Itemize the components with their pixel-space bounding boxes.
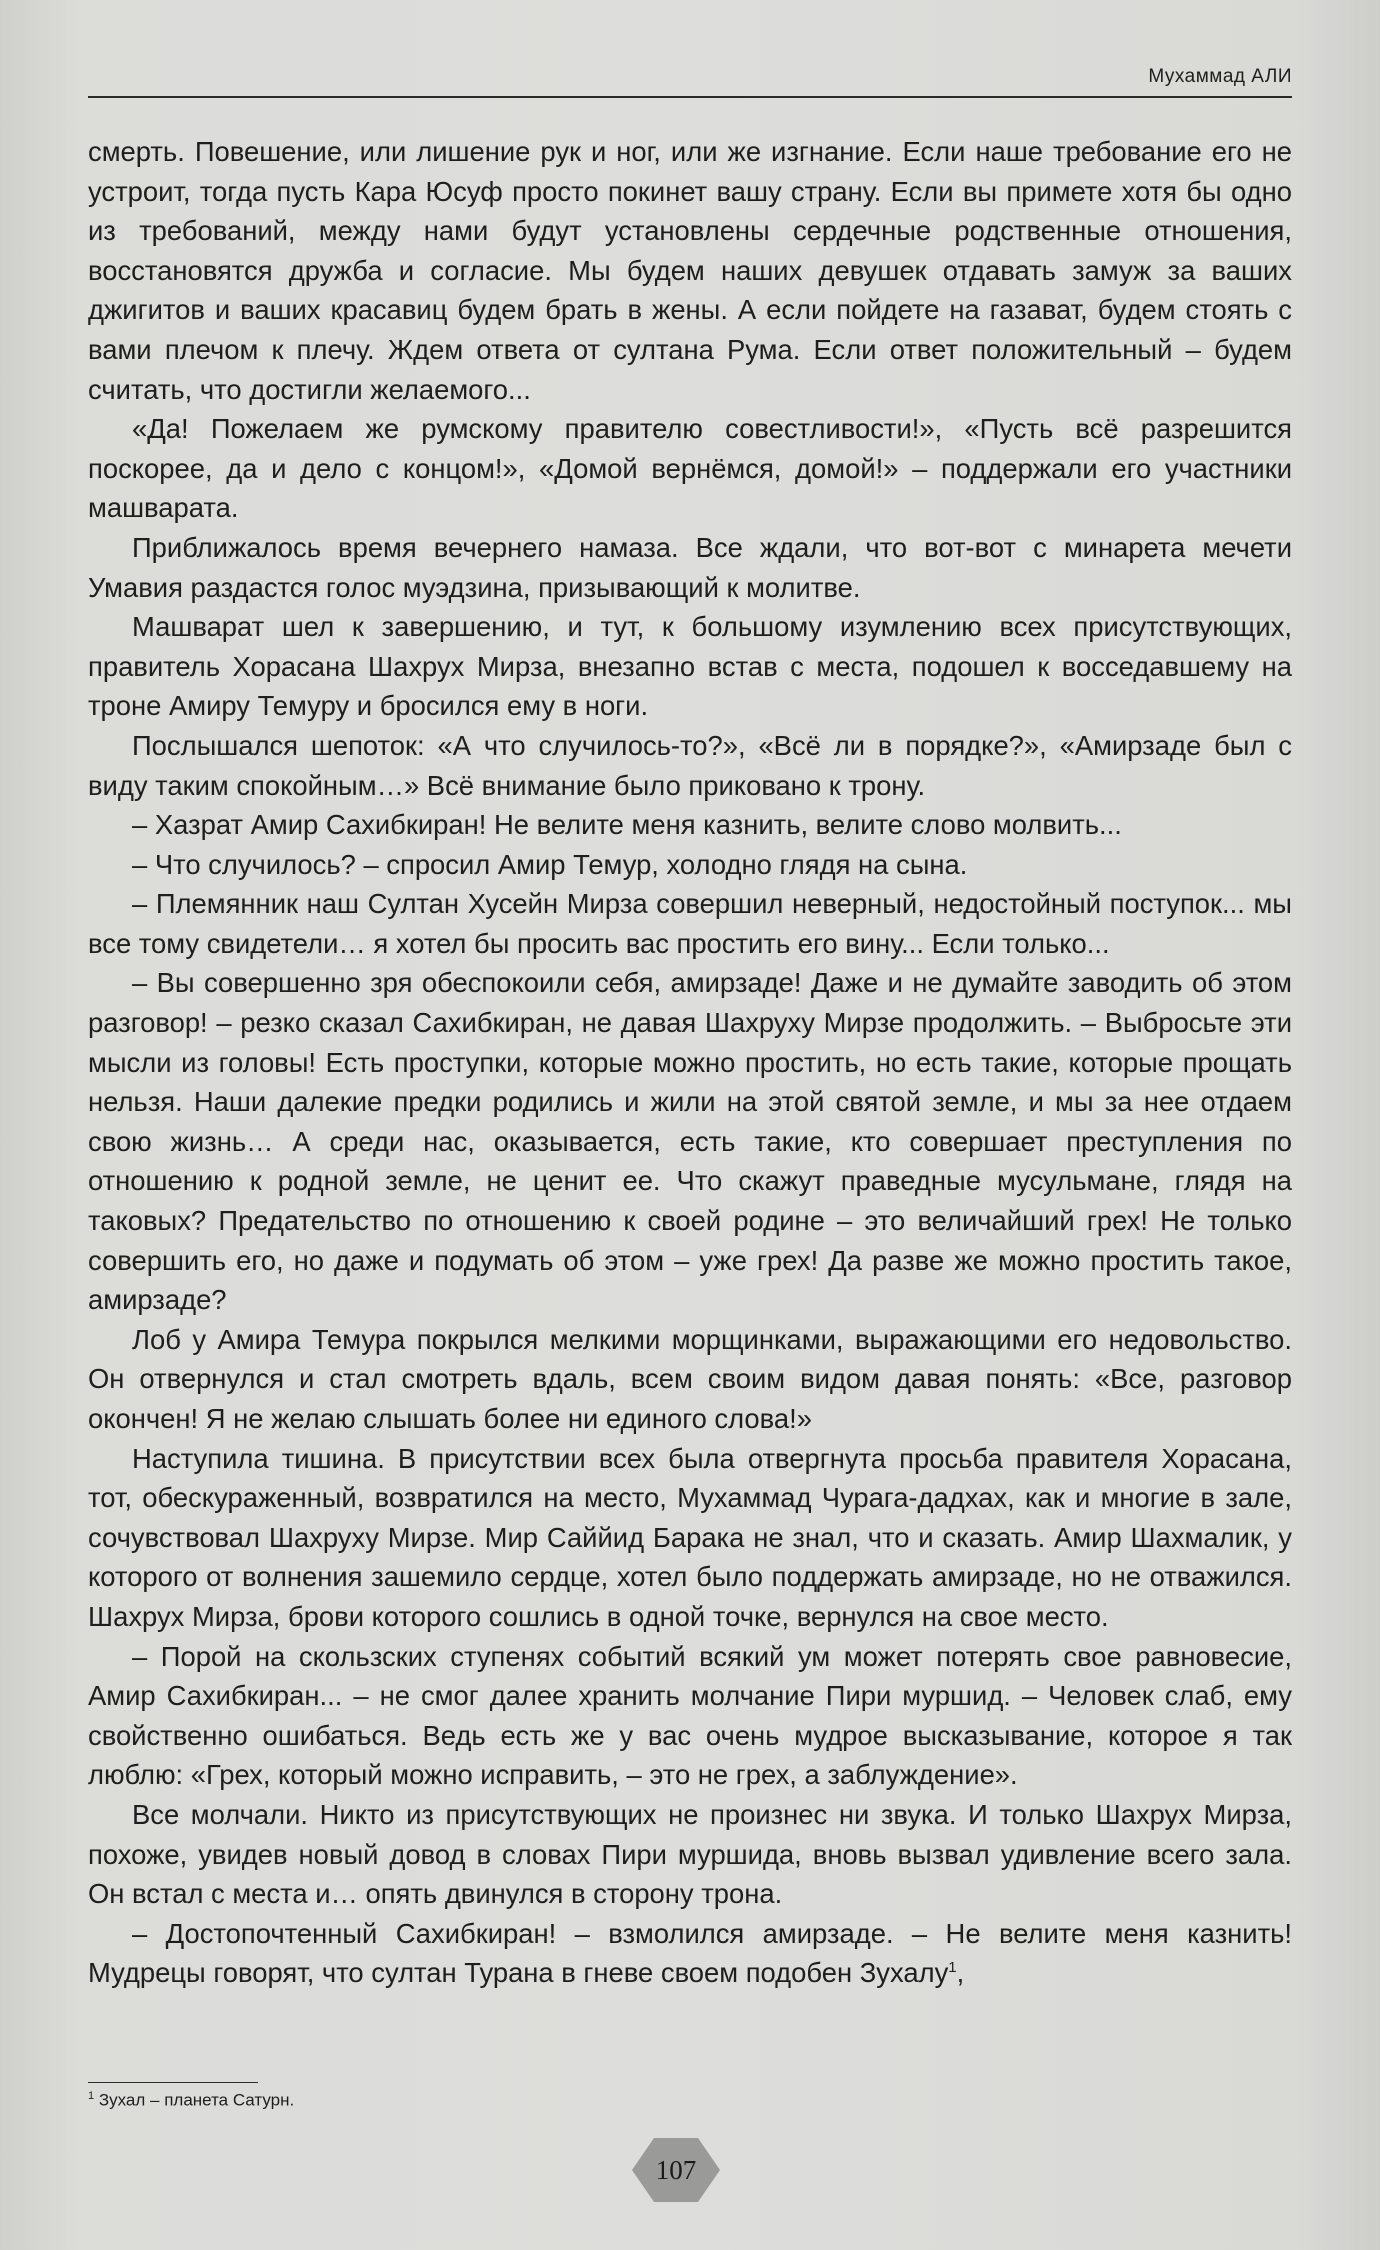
paragraph: Все молчали. Никто из присутствующих не произнес ни звука. И только Шахрух Мирза, похоже, увидев новый довод в словах Пири муршида, вновь вызвал удивление всего зала. Он встал с места и… опять двинулся в сторону трона. xyxy=(88,1798,1292,1910)
paragraph: Наступила тишина. В присутствии всех была отвергнута просьба правителя Хорасана, тот, обескураженный, возвратился на место, Мухаммад Чурага-дадхах, как и многие в зале, сочувствовал Шахруху Мирзе. Мир Саййид Барака не знал, что и сказать. Амир Шахмалик, у которого от волнения зашемило сердце, хотел было поддержать амирзаде, но не отважился. Шахрух Мирза, брови которого сошлись в одной точке, вернулся на свое место. xyxy=(88,1442,1292,1632)
footnote xyxy=(88,2090,294,2111)
paragraph: «Да! Пожелаем же румскому правителю совестливости!», «Пусть всё разрешится поскорее, да и дело с концом!», «Домой вернёмся, домой!» – поддержали его участники машварата. xyxy=(88,413,1292,524)
paragraph: – Хазрат Амир Сахибкиран! Не велите меня казнить, велите слово молвить... xyxy=(132,809,1122,841)
footnote-rule xyxy=(88,2082,258,2083)
footnote-text: Зухал – планета Сатурн. xyxy=(98,2090,295,2110)
paragraph: Приближалось время вечернего намаза. Все ждали, что вот-вот с минарета мечети Умавия раздастся голос муэдзина, призывающий к молитве. xyxy=(88,531,1292,603)
paragraph: – Вы совершенно зря обеспокоили себя, амирзаде! Даже и не думайте заводить об этом разговор! – резко сказал Сахибкиран, не давая Шахруху Мирзе продолжить. – Выбросьте эти мысли из головы! Есть проступки, которые можно простить, но есть такие, которые прощать нельзя. Наши далекие предки родились и жили на этой святой земле, и мы за нее отдаем свою жизнь… А среди нас, оказывается, есть такие, кто совершает преступления по отношению к родной земле, не ценит ее. Что скажут праведные мусульмане, глядя на таковых? Предательство по отношению к своей родине – это величайший грех! Не только совершить его, но даже и подумать об этом – уже грех! Да разве же можно простить такое, амирзаде? xyxy=(88,967,1292,1316)
paragraph-tail: , xyxy=(956,1957,965,1989)
footnote-marker: 1 xyxy=(88,2090,95,2102)
paragraph: – Порой на скользских ступенях событий всякий ум может потерять свое равновесие, Амир Сахибкиран... – не смог далее хранить молчание Пири муршид. – Человек слаб, ему свойственно ошибаться. Ведь есть же у вас очень мудрое высказывание, которое я так люблю: «Грех, который можно исправить, – это не грех, а заблуждение». xyxy=(88,1640,1292,1791)
paragraph: Лоб у Амира Темура покрылся мелкими морщинками, выражающими его недовольство. Он отвернулся и стал смотреть вдаль, всем своим видом давая понять: «Все, разговор окончен! Я не желаю слышать более ни единого слова!» xyxy=(88,1323,1292,1434)
paragraph: – Что случилось? – спросил Амир Темур, холодно глядя на сына. xyxy=(132,848,968,880)
paragraph: смерть. Повешение, или лишение рук и ног, или же изгнание. Если наше требование его не устроит, тогда пусть Кара Юсуф просто покинет вашу страну. Если вы примете хотя бы одно из требований, между нами будут установлены сердечные родственные отношения, восстановятся дружба и согласие. Мы будем наших девушек отдавать замуж за ваших джигитов и ваших красавиц будем брать в жены. А если пойдете на газават, будем стоять с вами плечом к плечу. Ждем ответа от султана Рума. Если ответ положительный – будем считать, что достигли желаемого... xyxy=(88,136,1292,405)
paragraph-text: – Достопочтенный Сахибкиран! – взмолился амирзаде. – Не велите меня казнить! Мудрецы говорят, что султан Турана в гневе своем подобен Зухалу xyxy=(88,1917,1292,1989)
footnote-reference[interactable]: 1 xyxy=(948,1959,957,1977)
page-number: 107 xyxy=(655,2154,697,2185)
paragraph: – Племянник наш Султан Хусейн Мирза совершил неверный, недостойный поступок... мы все тому свидетели… я хотел бы просить вас простить его вину... Если только... xyxy=(88,888,1292,959)
paragraph: Послышался шепоток: «А что случилось-то?», «Всё ли в порядке?», «Амирзаде был с виду таким спокойным…» Всё внимание было приковано к трону. xyxy=(88,729,1292,801)
running-head: Мухаммад АЛИ xyxy=(1148,66,1292,87)
header-rule xyxy=(88,96,1292,98)
paragraph: Машварат шел к завершению, и тут, к большому изумлению всех присутствующих, правитель Хорасана Шахрух Мирза, внезапно встав с места, подошел к восседавшему на троне Амиру Темуру и бросился ему в ноги. xyxy=(88,611,1292,722)
page-number-badge xyxy=(632,2138,720,2202)
paragraph-last xyxy=(88,1914,1292,1993)
body-text xyxy=(88,132,1292,1993)
